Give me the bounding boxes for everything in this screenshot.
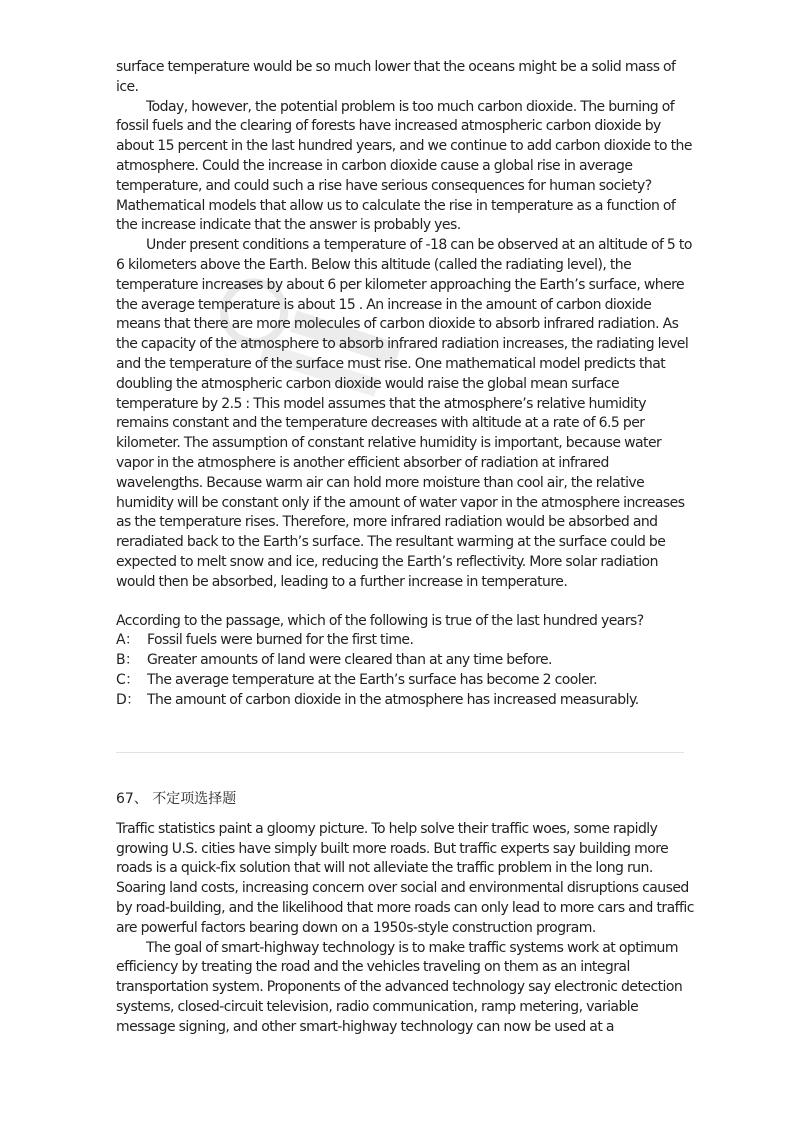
passage-paragraph: surface temperature would be so much lower that the oceans might be a solid mass of ice. — [116, 59, 676, 95]
answer-option-d[interactable] — [116, 691, 696, 711]
passage-paragraph: Traffic statistics paint a gloomy picture. To help solve their traffic woes, some rapidly growing U.S. cities have simply built more roads. But traffic experts say building more roads is a quick-fix solution that will not alleviate the traffic problem in the long run. Soaring land costs, increasing concern over social and environmental disruptions caused by road-building, and the likelihood that more roads can only lead to more cars and traffic are powerful factors bearing down on a 1950s-style construction program. — [116, 820, 694, 936]
answer-option-c[interactable] — [116, 671, 696, 691]
section-divider — [116, 752, 684, 753]
option-letter: B： — [116, 652, 139, 669]
passage-paragraph: Today, however, the potential problem is too much carbon dioxide. The burning of fossil fuels and the clearing of forests have increased atmospheric carbon dioxide by about 15 percent in the last hundred years, and we continue to add carbon dioxide to the atmosphere. Could the increase in carbon dioxide cause a global rise in average temperature, and could such a rise have serious consequences for human society? Mathematical models that allow us to calculate the rise in temperature as a function of the increase indicate that the answer is probably yes. — [116, 98, 692, 234]
option-text: Fossil fuels were burned for the first time. — [147, 632, 414, 649]
passage-1 — [116, 58, 696, 711]
option-letter: C： — [116, 671, 139, 688]
option-text: The average temperature at the Earth’s surface has become 2 cooler. — [147, 671, 597, 688]
option-letter: A： — [116, 632, 139, 649]
passage-paragraph: Under present conditions a temperature of -18 can be observed at an altitude of 5 to 6 kilometers above the Earth. Below this altitude (called the radiating level), the temperature increases by about 6 per kilometer approaching the Earth’s surface, where the average temperature is about 15 . An increase in the amount of carbon dioxide means that there are more molecules of carbon dioxide to absorb infrared radiation. As the capacity of the atmosphere to absorb infrared radiation increases, the radiating level and the temperature of the surface must rise. One mathematical model predicts that doubling the atmospheric carbon dioxide would raise the global mean surface temperature by 2.5 : This model assumes that the atmosphere’s relative humidity remains constant and the temperature decreases with altitude at a rate of 6.5 per kilometer. The assumption of constant relative humidity is important, because water vapor in the atmosphere is another efficient absorber of radiation at infrared wavelengths. Because warm air can hold more moisture than cool air, the relative humidity will be constant only if the amount of water vapor in the atmosphere increases as the temperature rises. Therefore, more infrared radiation would be absorbed and reradiated back to the Earth’s surface. The resultant warming at the surface could be expected to melt snow and ice, reducing the Earth’s reflectivity. More solar radiation would then be absorbed, leading to a further increase in temperature. — [116, 237, 692, 590]
question-67 — [116, 790, 696, 1038]
option-letter: D： — [116, 691, 140, 708]
answer-option-b[interactable] — [116, 651, 696, 671]
option-text: The amount of carbon dioxide in the atmosphere has increased measurably. — [147, 691, 639, 708]
question-stem: According to the passage, which of the following is true of the last hundred years? — [116, 612, 644, 629]
answer-option-a[interactable] — [116, 631, 696, 651]
question-number: 67、 不定项选择题 — [116, 791, 237, 807]
option-text: Greater amounts of land were cleared than at any time before. — [147, 652, 552, 669]
passage-paragraph: The goal of smart-highway technology is to make traffic systems work at optimum efficiency by treating the road and the vehicles traveling on them as an integral transportation system. Proponents of the advanced technology say electronic detection systems, closed-circuit television, radio communication, ramp metering, variable message signing, and other smart-highway technology can now be used at a — [116, 939, 683, 1035]
